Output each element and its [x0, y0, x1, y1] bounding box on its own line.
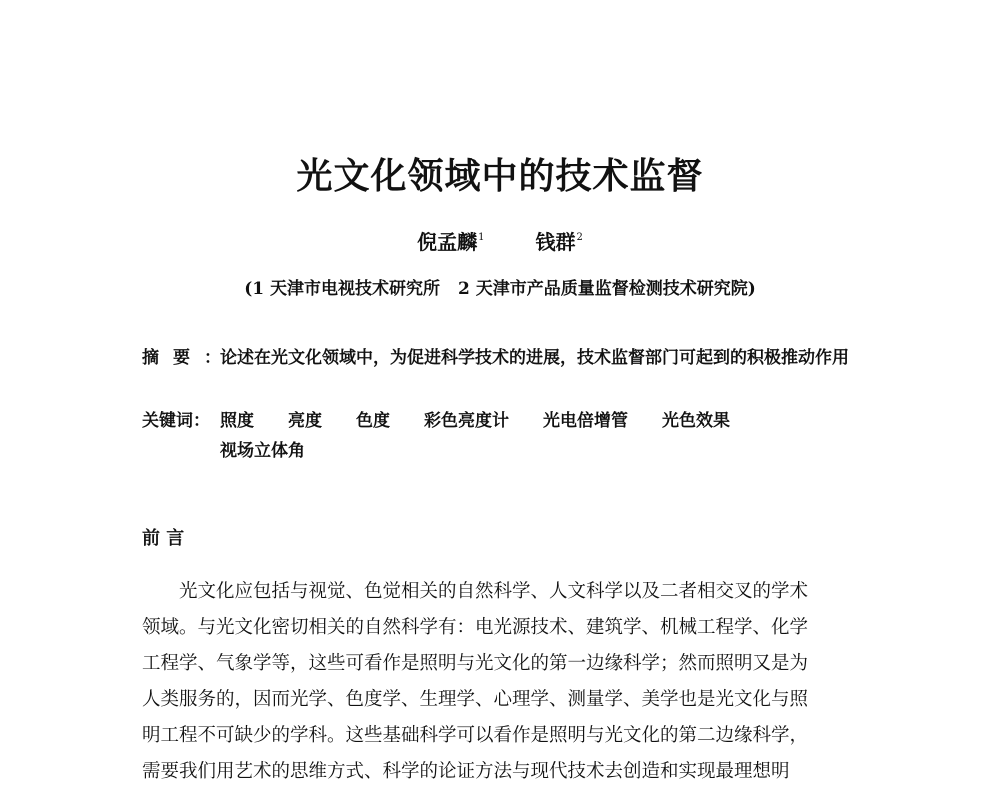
keyword-item: 视场立体角 [220, 441, 305, 461]
keywords-block [142, 406, 862, 466]
affiliation-line [0, 274, 1000, 299]
author-2 [535, 226, 582, 255]
abstract-text: 论述在光文化领域中，为促进科学技术的进展，技术监督部门可起到的积极推动作用 [220, 348, 849, 368]
paragraph-line: 明工程不可缺少的学科。这些基础科学可以看作是照明与光文化的第二边缘科学， [142, 725, 809, 746]
affiliation-second-mark: 2 [457, 279, 470, 299]
paragraph-line: 光文化应包括与视觉、色觉相关的自然科学、人文科学以及二者相交叉的学术 [179, 581, 809, 602]
author-2-mark: 2 [576, 232, 583, 243]
intro-paragraph [142, 574, 862, 790]
paper-title: 光文化领域中的技术监督 [296, 156, 704, 197]
paragraph-line: 需要我们用艺术的思维方式、科学的论证方法与现代技术去创造和实现最理想明 [142, 761, 790, 782]
paragraph-line: 领域。与光文化密切相关的自然科学有：电光源技术、建筑学、机械工程学、化学 [142, 617, 809, 638]
affiliation-open: (1 [244, 279, 265, 299]
paragraph-line: 工程学、气象学等，这些可看作是照明与光文化的第一边缘科学；然而照明又是为 [142, 653, 809, 674]
author-line [0, 226, 1000, 255]
keyword-item: 亮度 [288, 411, 322, 431]
affiliation-second: 天津市产品质量监督检测技术研究院) [475, 279, 756, 299]
keyword-item: 光色效果 [662, 411, 730, 431]
section-heading: 前 言 [142, 528, 185, 549]
keyword-item: 光电倍增管 [543, 411, 628, 431]
paragraph-line: 人类服务的，因而光学、色度学、生理学、心理学、测量学、美学也是光文化与照 [142, 689, 809, 710]
author-1-name: 倪孟麟 [417, 230, 478, 254]
author-1 [417, 226, 484, 255]
keyword-item: 彩色亮度计 [424, 411, 509, 431]
abstract-block [142, 343, 862, 373]
keywords-label: 关键词： [142, 411, 210, 431]
keyword-item: 照度 [220, 411, 254, 431]
affiliation-first: 天津市电视技术研究所 [269, 279, 440, 299]
keywords-list [220, 406, 862, 466]
keyword-item: 色度 [356, 411, 390, 431]
author-1-mark: 1 [478, 232, 485, 243]
abstract-label: 摘要： [142, 348, 235, 368]
author-2-name: 钱群 [535, 230, 576, 254]
